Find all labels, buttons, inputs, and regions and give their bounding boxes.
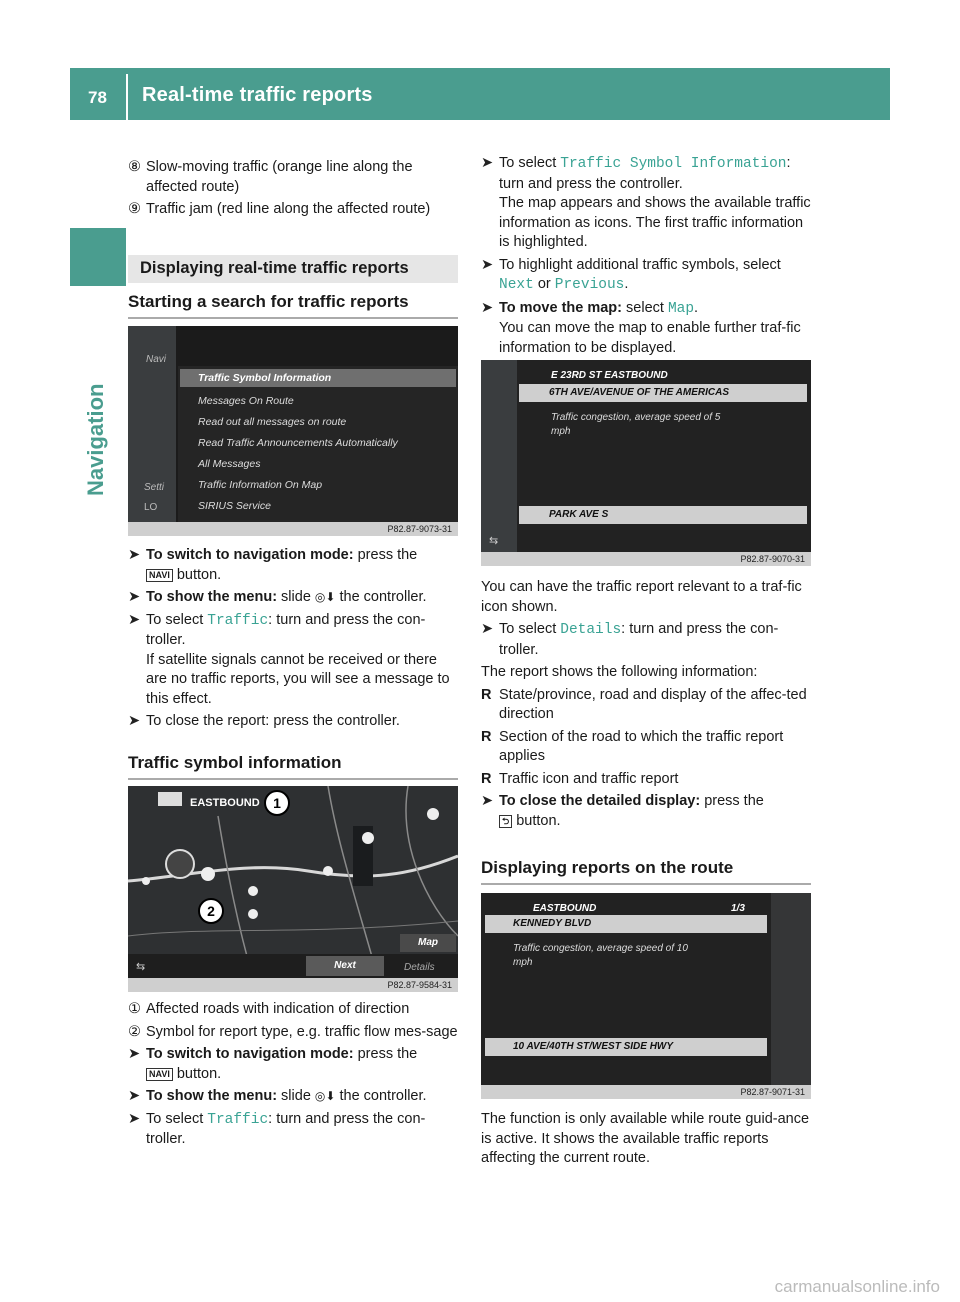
legend-text: Symbol for report type, e.g. traffic flow mes-sage — [146, 1023, 458, 1040]
callout-2: 2 — [198, 898, 224, 924]
legend-text: Affected roads with indication of direction — [146, 1001, 410, 1017]
menu-term: Details — [560, 622, 622, 638]
list-item[interactable]: PARK AVE S — [519, 506, 807, 524]
list-detail: Traffic congestion, average speed of 5 — [551, 412, 721, 423]
step-text: or — [533, 276, 555, 292]
legend-item-1 — [128, 1000, 458, 1020]
legend-text: Traffic jam (red line along the affected route) — [146, 201, 431, 217]
list-detail: mph — [513, 957, 533, 968]
step-text: press the — [353, 547, 418, 563]
bullet-text: State/province, road and display of the affec-ted direction — [499, 686, 807, 722]
list-item-selected[interactable]: 6TH AVE/AVENUE OF THE AMERICAS — [519, 384, 807, 402]
menu-item[interactable]: Messages On Route — [198, 395, 294, 407]
bullet-text: Section of the road to which the traffic report applies — [499, 728, 784, 764]
marker-9: ⑨ — [128, 201, 141, 217]
step-text: slide — [277, 589, 315, 605]
arrow-icon: ➤ — [128, 1046, 141, 1062]
legend-and-steps-2 — [128, 1000, 458, 1153]
paragraph: You can have the traffic report relevant to a traf-fic icon shown. — [481, 579, 802, 615]
image-caption: P82.87-9070-31 — [481, 552, 811, 566]
side-strip — [771, 893, 811, 1085]
menu-item-selected[interactable]: Traffic Symbol Information — [180, 369, 456, 387]
paragraph: The function is only available while route guid-ance is active. It shows the available traffic reports affecting the current route. — [481, 1111, 810, 1166]
list-counter: 1/3 — [731, 903, 745, 914]
steps-1 — [128, 546, 458, 735]
legend-item-8 — [128, 158, 458, 197]
section-title: Displaying real-time traffic reports — [128, 255, 458, 283]
step-bold: To close the detailed display: — [499, 793, 701, 809]
image-caption: P82.87-9071-31 — [481, 1085, 811, 1099]
header-divider — [126, 74, 128, 120]
step-bold: To switch to navigation mode: — [146, 1046, 354, 1062]
arrow-icon: ➤ — [128, 547, 141, 563]
step — [128, 1087, 458, 1107]
step-text: . — [694, 299, 699, 316]
menu-term: Next — [499, 277, 534, 293]
bullet — [481, 770, 813, 790]
step — [481, 154, 813, 253]
menu-term: Traffic — [207, 612, 269, 629]
side-label-lo: LO — [144, 502, 158, 513]
page-number: 78 — [88, 88, 107, 107]
step-bold: To switch to navigation mode: — [146, 547, 354, 563]
step-extra: The map appears and shows the available traffic information as icons. The first traffic information is highlighted. — [499, 195, 811, 250]
step-text: button. — [176, 566, 222, 583]
legend-item-9 — [128, 200, 458, 220]
side-label-navi: Navi — [146, 354, 167, 365]
image-caption: P82.87-9073-31 — [128, 522, 458, 536]
navi-button-icon: NAVI — [146, 569, 173, 582]
step-bold: To show the menu: — [146, 1088, 278, 1104]
page-title: Real-time traffic reports — [142, 84, 373, 106]
step-bold: To move the map: — [499, 299, 622, 316]
controller-icon: ◎⬇ — [314, 590, 336, 604]
arrow-icon: ➤ — [128, 1088, 141, 1104]
step-text: To select — [146, 611, 208, 628]
step-text: To highlight additional traffic symbols, select — [499, 256, 781, 273]
step — [128, 611, 458, 710]
navi-button-icon: NAVI — [146, 1068, 173, 1081]
step — [481, 299, 813, 359]
menu-term: Previous — [554, 277, 625, 293]
legend-item-2 — [128, 1023, 458, 1043]
step-text: press the — [700, 793, 764, 809]
step-text: : turn and press the controller. — [499, 155, 791, 192]
step — [481, 792, 813, 831]
arrow-icon: ➤ — [481, 793, 494, 809]
bullet-marker: R — [481, 770, 492, 787]
menu-term: Map — [667, 300, 695, 317]
marker-1: ① — [128, 1001, 141, 1017]
screenshot-traffic-map — [128, 786, 458, 992]
step-text: button. — [516, 812, 561, 829]
side-tab-label: Navigation — [83, 383, 108, 496]
screenshot-traffic-menu — [128, 326, 458, 536]
step-text: To select — [499, 621, 561, 637]
step-text: the controller. — [335, 589, 427, 605]
step-text: : turn and press the con-troller. — [146, 1110, 426, 1147]
arrow-icon: ➤ — [128, 611, 141, 628]
image-caption: P82.87-9584-31 — [128, 978, 458, 992]
subsection-1 — [128, 292, 458, 319]
back-button-icon: ⮌ — [499, 815, 512, 828]
left-column — [128, 158, 458, 223]
direction-label: EASTBOUND — [190, 797, 260, 809]
list-item-selected[interactable]: KENNEDY BLVD — [485, 915, 767, 933]
marker-8: ⑧ — [128, 159, 141, 175]
details-button[interactable]: Details — [404, 962, 435, 973]
arrow-icon: ➤ — [481, 155, 494, 171]
step — [128, 1110, 458, 1150]
menu-item[interactable]: SIRIUS Service — [198, 500, 271, 512]
subsection-3 — [481, 858, 811, 885]
menu-item[interactable]: Read out all messages on route — [198, 416, 347, 428]
arrow-icon: ➤ — [481, 621, 494, 637]
arrow-icon: ➤ — [128, 1110, 141, 1127]
section-band — [128, 255, 458, 283]
step — [481, 256, 813, 296]
menu-term: Traffic Symbol Information — [560, 156, 787, 172]
paragraph: The report shows the following information: — [481, 664, 758, 680]
back-icon[interactable]: ⇆ — [136, 961, 146, 973]
step-text: press the — [353, 1046, 418, 1062]
step-text: select — [622, 299, 668, 316]
list-item[interactable]: 10 AVE/40TH ST/WEST SIDE HWY — [485, 1038, 767, 1056]
map-button[interactable]: Map — [400, 934, 456, 952]
arrow-icon: ➤ — [481, 299, 494, 316]
screenshot-route-reports — [481, 893, 811, 1099]
legend-text: Slow-moving traffic (orange line along the affected route) — [146, 159, 413, 195]
watermark: carmanualsonline.info — [774, 1276, 940, 1296]
step — [128, 1045, 458, 1084]
step-text: : turn and press the con-troller. — [146, 611, 426, 648]
bullet-text: Traffic icon and traffic report — [499, 770, 679, 787]
step-text: the controller. — [335, 1088, 427, 1104]
step-extra: You can move the map to enable further traf-fic information to be displayed. — [499, 320, 801, 356]
step-extra: If satellite signals cannot be received or there are no traffic reports, you will see a message to this effect. — [146, 651, 450, 707]
arrow-icon: ➤ — [128, 713, 141, 729]
bullet-marker: R — [481, 686, 492, 703]
back-icon[interactable]: ⇆ — [489, 535, 499, 547]
step-text: . — [624, 276, 629, 292]
map-strip — [481, 360, 517, 552]
subsection-title: Starting a search for traffic reports — [128, 292, 458, 319]
step-text: : turn and press the con-troller. — [499, 621, 779, 658]
side-label-setti: Setti — [144, 482, 165, 493]
right-column-middle — [481, 578, 813, 834]
subsection-2 — [128, 753, 458, 780]
arrow-icon: ➤ — [128, 589, 141, 605]
side-tab — [70, 300, 126, 500]
menu-item[interactable]: All Messages — [198, 458, 261, 470]
arrow-icon: ➤ — [481, 256, 494, 273]
marker-2: ② — [128, 1023, 141, 1040]
list-detail: Traffic congestion, average speed of 10 — [513, 943, 688, 954]
list-header: EASTBOUND — [533, 903, 597, 914]
menu-item[interactable]: Traffic Information On Map — [198, 479, 323, 491]
step-text: To select — [146, 1110, 208, 1127]
menu-item[interactable]: Read Traffic Announcements Automatically — [198, 437, 398, 449]
step — [128, 546, 458, 585]
right-column-top — [481, 154, 813, 361]
next-button[interactable]: Next — [306, 956, 384, 976]
menu-term: Traffic — [207, 1111, 269, 1128]
step-text: button. — [176, 1065, 222, 1082]
right-column-bottom — [481, 1110, 813, 1169]
list-header: E 23RD ST EASTBOUND — [551, 370, 668, 381]
side-tab-block — [70, 228, 126, 286]
subsection-title: Displaying reports on the route — [481, 858, 811, 885]
step-text: To select — [499, 155, 561, 171]
step-text: To close the report: press the controller. — [146, 713, 400, 729]
screenshot-traffic-list — [481, 360, 811, 566]
step-text: slide — [277, 1088, 315, 1104]
step — [481, 620, 813, 660]
list-detail: mph — [551, 426, 571, 437]
step — [128, 588, 458, 608]
step-bold: To show the menu: — [146, 589, 278, 605]
subsection-title: Traffic symbol information — [128, 753, 458, 780]
controller-icon: ◎⬇ — [314, 1089, 336, 1103]
callout-1: 1 — [264, 790, 290, 816]
bullet-marker: R — [481, 728, 492, 745]
bullet — [481, 728, 813, 767]
step — [128, 712, 458, 732]
bullet — [481, 686, 813, 725]
